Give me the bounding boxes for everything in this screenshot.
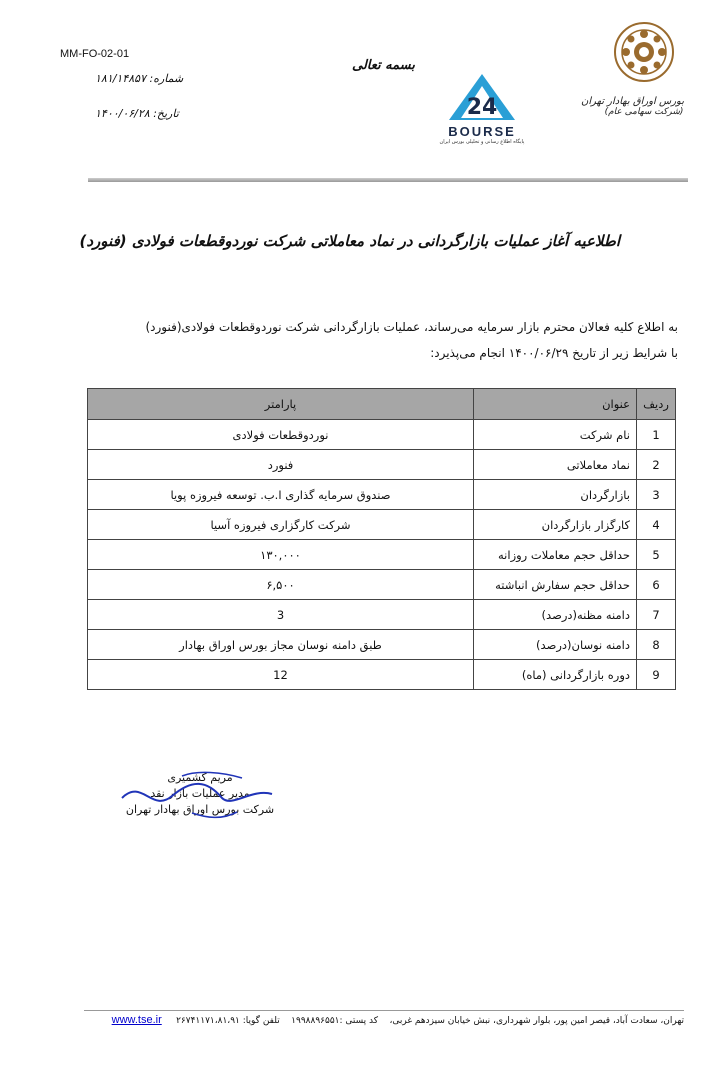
table-row — [88, 480, 676, 510]
row-number: 8 — [637, 630, 676, 660]
row-value: 3 — [88, 600, 474, 630]
letter-number — [95, 72, 183, 85]
table-row — [88, 600, 676, 630]
row-value: شرکت کارگزاری فیروزه آسیا — [88, 510, 474, 540]
table-row — [88, 660, 676, 690]
footer-postal-code: کد پستی :۱۹۹۸۸۹۶۵۵۱ — [291, 1016, 379, 1026]
letter-date-label: تاریخ: — [153, 107, 179, 120]
row-value: نوردوقطعات فولادی — [88, 420, 474, 450]
letter-date-value: ۱۴۰۰/۰۶/۲۸ — [95, 107, 150, 120]
tse-subtitle: (شرکت سهامی عام) — [604, 107, 684, 117]
table-header-row — [88, 389, 676, 420]
table-row — [88, 570, 676, 600]
row-value: 12 — [88, 660, 474, 690]
table-row — [88, 450, 676, 480]
header-parameter: پارامتر — [88, 389, 474, 420]
row-value: طبق دامنه نوسان مجاز بورس اوراق بهادار — [88, 630, 474, 660]
row-title: دوره بازارگردانی (ماه) — [474, 660, 637, 690]
intro-line-2: با شرایط زیر از تاریخ ۱۴۰۰/۰۶/۲۹ انجام می‌پذیرد: — [430, 346, 678, 360]
bourse-logo-subtitle: پایگاه اطلاع رسانی و تحلیلی بورس ایران — [439, 139, 525, 145]
row-title: نام شرکت — [474, 420, 637, 450]
row-value: ۶,۵۰۰ — [88, 570, 474, 600]
row-number: 9 — [637, 660, 676, 690]
letter-number-label: شماره: — [149, 72, 184, 85]
page-title: اطلاعیه آغاز عملیات بازارگردانی در نماد معاملاتی شرکت نوردوقطعات فولادی (فنورد) — [79, 232, 620, 250]
bourse-logo-text: BOURSE — [448, 124, 516, 139]
footer — [84, 1014, 684, 1026]
header-title: عنوان — [474, 389, 637, 420]
intro-line-1: به اطلاع کلیه فعالان محترم بازار سرمایه می‌رساند، عملیات بازارگردانی شرکت نوردوقطعات فولادی(فنورد) — [145, 320, 678, 334]
row-title: حداقل حجم معاملات روزانه — [474, 540, 637, 570]
letter-number-value: ۱۸۱/۱۴۸۵۷ — [95, 72, 146, 85]
row-title: دامنه مظنه(درصد) — [474, 600, 637, 630]
row-title: کارگزار بازارگردان — [474, 510, 637, 540]
row-title: حداقل حجم سفارش انباشته — [474, 570, 637, 600]
table-row — [88, 420, 676, 450]
row-value: فنورد — [88, 450, 474, 480]
row-value: صندوق سرمایه گذاری ا.ب. توسعه فیروزه پویا — [88, 480, 474, 510]
footer-website-link[interactable]: www.tse.ir — [111, 1014, 162, 1026]
table-row — [88, 540, 676, 570]
row-title: بازارگردان — [474, 480, 637, 510]
letter-date — [95, 107, 179, 120]
footer-divider — [84, 1010, 684, 1011]
tse-logo — [580, 18, 684, 117]
row-number: 6 — [637, 570, 676, 600]
row-number: 1 — [637, 420, 676, 450]
row-title: دامنه نوسان(درصد) — [474, 630, 637, 660]
signer-name: مریم کشمیری — [167, 771, 233, 784]
row-number: 3 — [637, 480, 676, 510]
tse-name: بورس اوراق بهادار تهران — [580, 96, 684, 107]
row-number: 7 — [637, 600, 676, 630]
row-number: 5 — [637, 540, 676, 570]
form-code: MM-FO-02-01 — [60, 48, 130, 60]
row-title: نماد معاملاتی — [474, 450, 637, 480]
header-row-number: ردیف — [637, 389, 676, 420]
header-divider — [88, 178, 688, 182]
row-value: ۱۳۰,۰۰۰ — [88, 540, 474, 570]
handwritten-signature-icon — [112, 768, 282, 828]
svg-text:24: 24 — [466, 95, 498, 120]
basmala: بسمه تعالی — [352, 58, 415, 73]
row-number: 2 — [637, 450, 676, 480]
signer-company: شرکت بورس اوراق بهادار تهران — [125, 803, 275, 816]
bourse-logo — [438, 72, 526, 145]
row-number: 4 — [637, 510, 676, 540]
table-row — [88, 510, 676, 540]
footer-address: تهران، سعادت آباد، قیصر امین پور، بلوار شهرداری، نبش خیابان سیزدهم غربی، — [389, 1016, 684, 1026]
bourse-logo-icon — [447, 72, 517, 122]
footer-phone: تلفن گویا: ۲۶۷۴۱۱۷۱،۸۱،۹۱ — [176, 1016, 280, 1026]
table-row — [88, 630, 676, 660]
tse-emblem-icon — [613, 18, 675, 88]
parameters-table — [87, 388, 676, 690]
signer-position: مدیر عملیات بازار نقد — [150, 787, 250, 800]
